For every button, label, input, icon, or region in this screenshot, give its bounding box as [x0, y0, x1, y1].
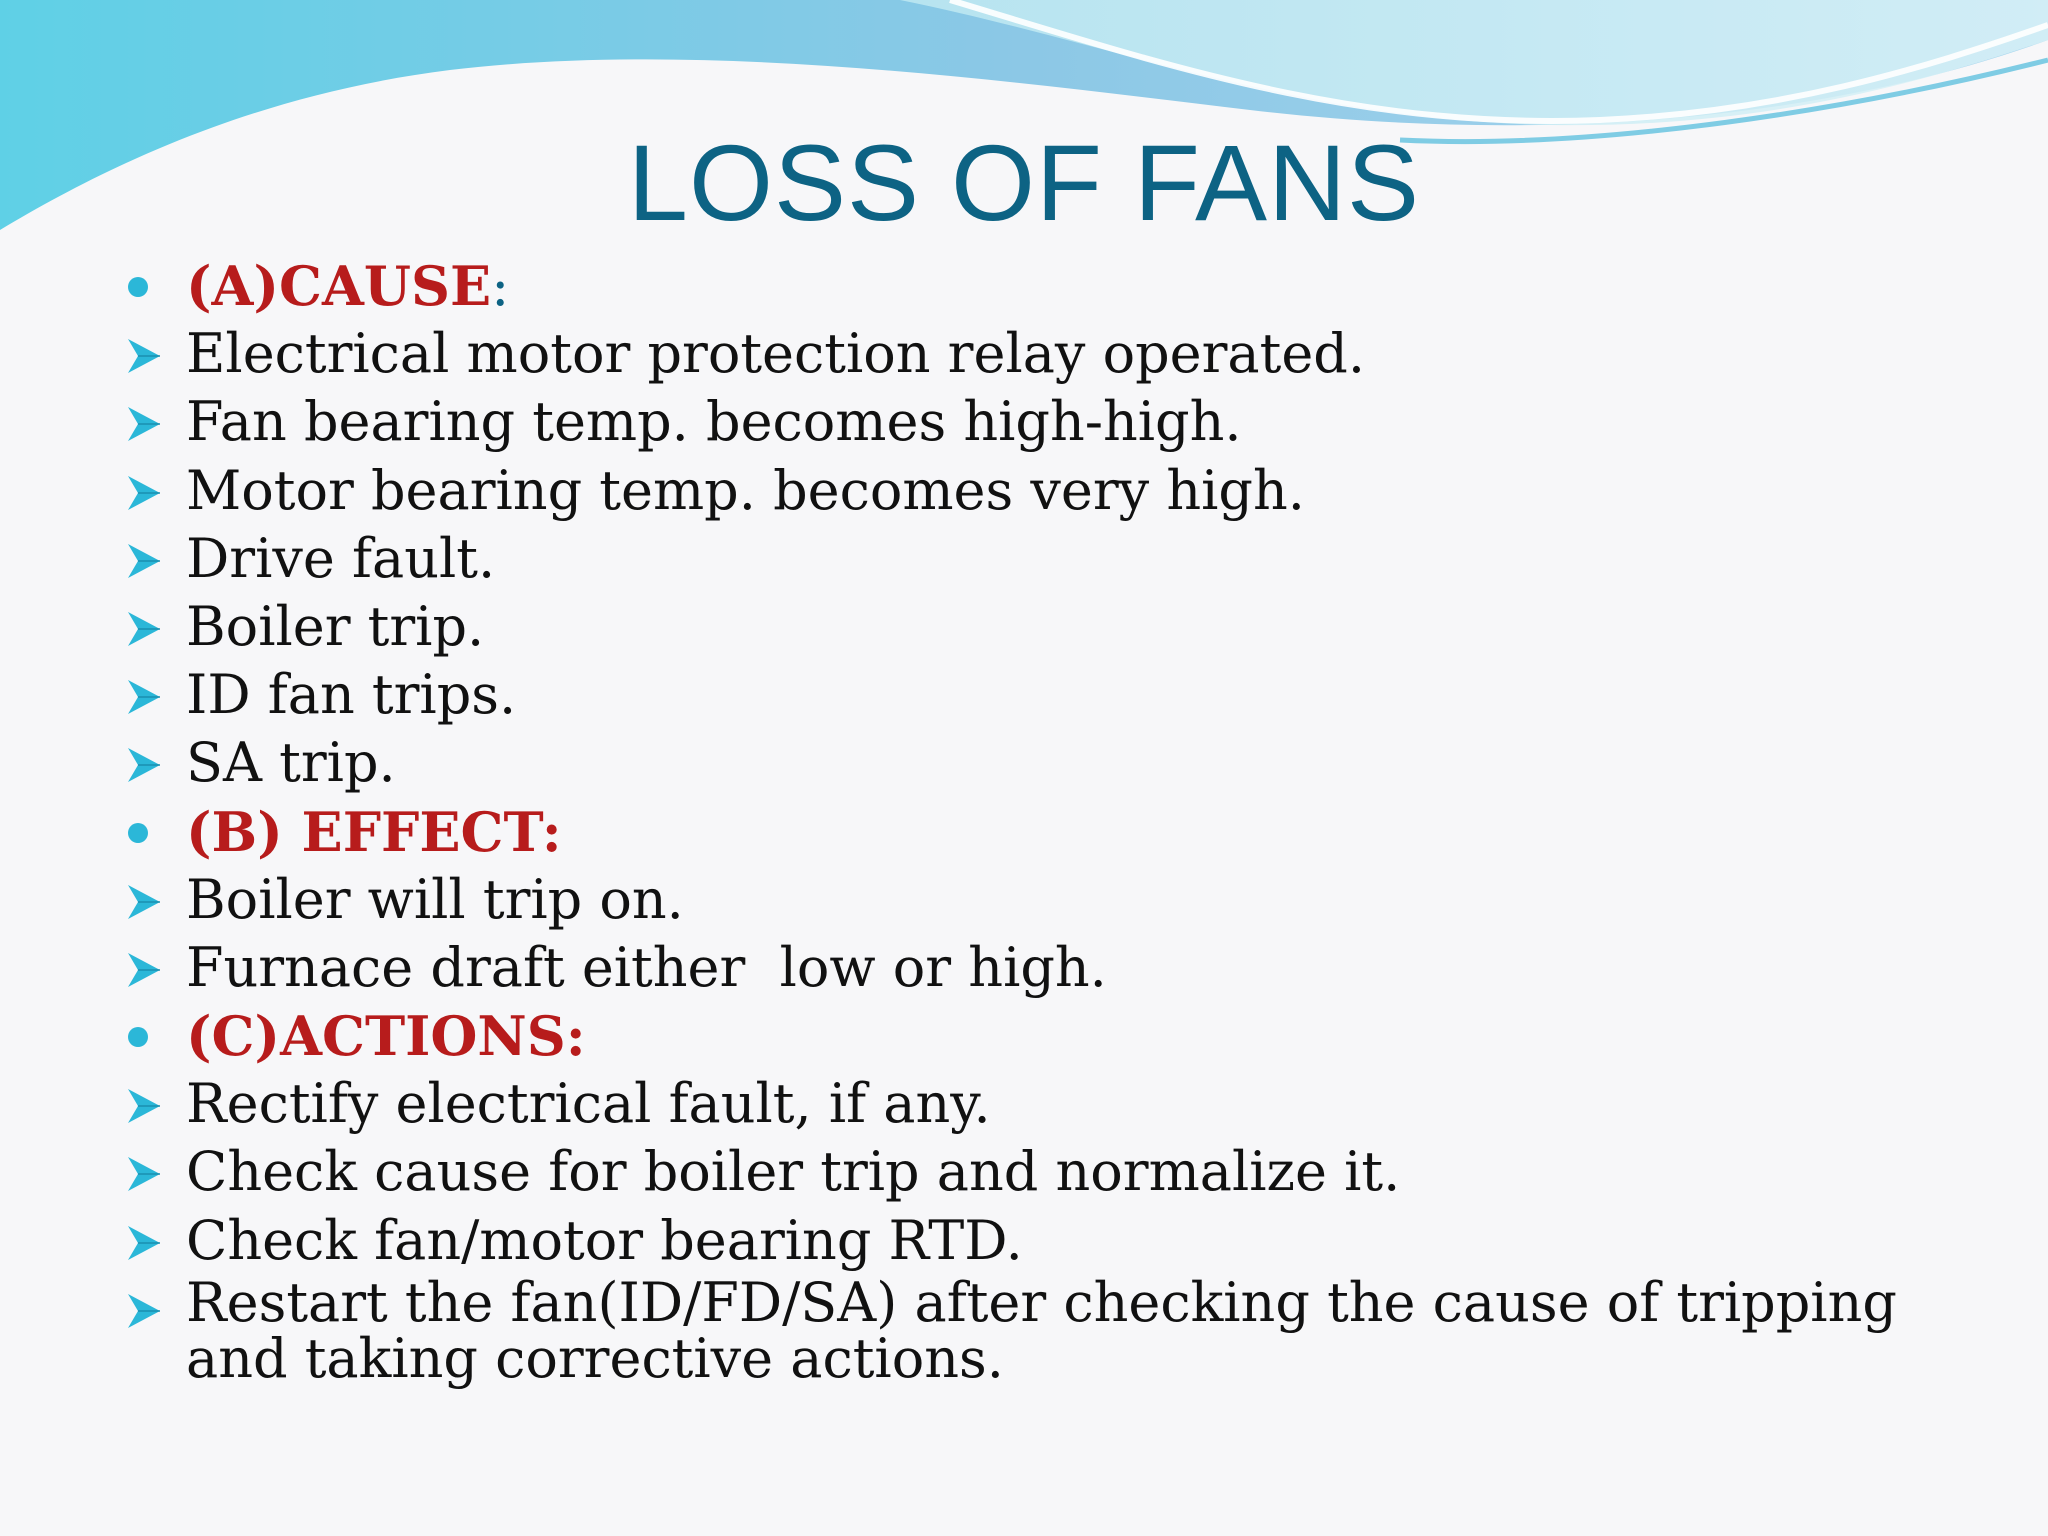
- arrow-bullet-icon: [126, 677, 162, 717]
- content-list: [0, 252, 2048, 1390]
- arrow-bullet-icon: [126, 541, 162, 581]
- list-item: [0, 1207, 2048, 1275]
- list-item: [0, 388, 2048, 456]
- arrow-bullet-icon: [126, 609, 162, 649]
- list-item: [0, 593, 2048, 661]
- cause-heading-colon: :: [491, 255, 510, 318]
- effect-item: Boiler will trip on.: [186, 867, 684, 931]
- actions-item: Restart the fan(ID/FD/SA) after checking the cause of tripping and taking corrective actions.: [186, 1270, 1897, 1390]
- list-item: [0, 934, 2048, 1002]
- cause-item: SA trip.: [186, 731, 396, 795]
- arrow-bullet-icon: [126, 1223, 162, 1263]
- section-heading-effect: [0, 798, 2048, 866]
- list-item: [0, 320, 2048, 388]
- actions-item: Check fan/motor bearing RTD.: [186, 1208, 1023, 1272]
- cause-item: Fan bearing temp. becomes high-high.: [186, 390, 1242, 454]
- list-item: [0, 1138, 2048, 1206]
- actions-heading: (C)ACTIONS:: [186, 1004, 586, 1069]
- section-heading-cause: [0, 252, 2048, 320]
- cause-heading: (A)CAUSE: [186, 254, 492, 318]
- list-item: [0, 866, 2048, 934]
- dot-bullet-icon: [128, 823, 148, 843]
- actions-item: Rectify electrical fault, if any.: [186, 1072, 991, 1136]
- list-item: [0, 457, 2048, 525]
- arrow-bullet-icon: [126, 882, 162, 922]
- arrow-bullet-icon: [126, 473, 162, 513]
- list-item: [0, 729, 2048, 797]
- arrow-bullet-icon: [126, 1291, 162, 1331]
- section-heading-actions: [0, 1002, 2048, 1070]
- actions-item: Check cause for boiler trip and normalize it.: [186, 1140, 1401, 1204]
- arrow-bullet-icon: [126, 404, 162, 444]
- list-item: [0, 525, 2048, 593]
- arrow-bullet-icon: [126, 1154, 162, 1194]
- effect-item: Furnace draft either low or high.: [186, 935, 1107, 999]
- arrow-bullet-icon: [126, 950, 162, 990]
- cause-item: Motor bearing temp. becomes very high.: [186, 458, 1305, 522]
- arrow-bullet-icon: [126, 336, 162, 376]
- arrow-bullet-icon: [126, 1086, 162, 1126]
- arrow-bullet-icon: [126, 745, 162, 785]
- effect-heading: (B) EFFECT:: [186, 799, 562, 864]
- slide-title: LOSS OF FANS: [627, 122, 1421, 243]
- cause-item: Electrical motor protection relay operated.: [186, 322, 1366, 386]
- dot-bullet-icon: [128, 1027, 148, 1047]
- cause-item: ID fan trips.: [186, 663, 517, 727]
- list-item: [0, 661, 2048, 729]
- list-item: [0, 1070, 2048, 1138]
- cause-item: Drive fault.: [186, 526, 496, 590]
- cause-item: Boiler trip.: [186, 594, 485, 658]
- dot-bullet-icon: [128, 277, 148, 297]
- list-item: [0, 1270, 2048, 1390]
